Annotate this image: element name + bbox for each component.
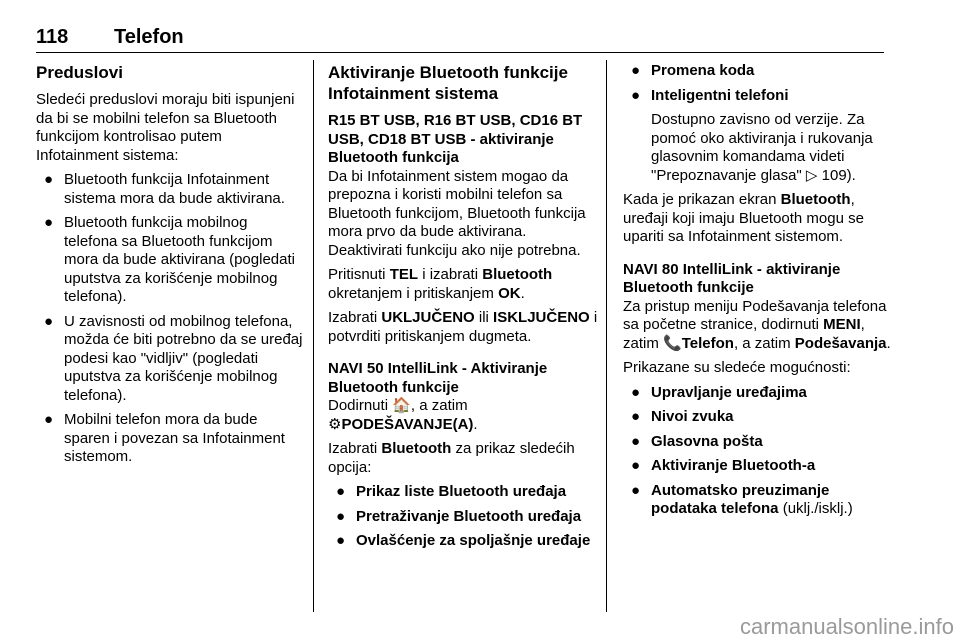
- paragraph: Prikazane su sledeće mogućnosti:: [623, 359, 851, 376]
- bullet-icon: ●: [631, 408, 641, 425]
- bullet-icon: ●: [631, 481, 641, 499]
- paragraph: Sledeći preduslovi moraju biti ispunjeni da bi se mobilni telefon sa Bluetooth funkcijom kontrolisao putem Infotainment sistema:: [36, 91, 295, 164]
- list-item: ● U zavisnosti od mobilnog telefona, možda će biti potrebno da se uređaj podesi kao "vidljiv" (pogledati uputstva za korišćenje mobilnog telefona).: [44, 312, 303, 404]
- bullet-icon: ●: [44, 411, 54, 428]
- list-item: ● Glasovna pošta: [631, 432, 763, 450]
- bullet-icon: ●: [631, 86, 641, 104]
- column-divider: [313, 60, 314, 612]
- list-item: ● Inteligentni telefoni: [631, 86, 789, 104]
- bullet-list: [328, 483, 600, 551]
- page-header: [36, 24, 884, 53]
- column-1: [36, 62, 304, 473]
- bullet-icon: ●: [631, 432, 641, 450]
- list-item: ● Prikaz liste Bluetooth uređaja: [336, 483, 567, 500]
- paragraph: Za pristup meniju Podešavanja telefona sa početne stranice, dodirnuti MENI, zatim 📞Telefon, a zatim Podešavanja.: [623, 297, 891, 352]
- bullet-icon: ●: [44, 171, 54, 188]
- bullet-icon: ●: [336, 483, 346, 500]
- bullet-list: [36, 171, 304, 467]
- list-item: ● Nivoi zvuka: [631, 408, 734, 425]
- bullet-icon: ●: [44, 312, 54, 330]
- list-item: ● Upravljanje uređajima: [631, 383, 807, 401]
- bullet-list: [623, 384, 891, 519]
- watermark: carmanualsonline.info: [739, 614, 954, 639]
- subsection-heading: R15 BT USB, R16 BT USB, CD16 BT USB, CD18 BT USB - aktiviranje Bluetooth funkcija: [328, 112, 583, 166]
- gear-icon: ⚙: [328, 415, 342, 433]
- bullet-icon: ●: [631, 457, 641, 474]
- bullet-icon: ●: [44, 214, 54, 231]
- paragraph: Izabrati UKLJUČENO ili ISKLJUČENO i potvrditi pritiskanjem dugmeta.: [328, 309, 598, 345]
- list-item: ● Automatsko preuzimanje podataka telefona (uklj./isklj.): [631, 481, 853, 517]
- paragraph: Pritisnuti TEL i izabrati Bluetooth okretanjem i pritiskanjem OK.: [328, 266, 553, 302]
- column-divider: [606, 60, 607, 612]
- subsection-heading: NAVI 50 IntelliLink - Aktiviranje Bluetooth funkcije: [328, 360, 548, 396]
- list-item: ● Mobilni telefon mora da bude sparen i povezan sa Infotainment sistemom.: [44, 411, 285, 465]
- paragraph: Kada je prikazan ekran Bluetooth, uređaji koji imaju Bluetooth mogu se upariti sa Infotainment sistemom.: [623, 191, 864, 245]
- list-item: ● Bluetooth funkcija Infotainment sistema mora da bude aktivirana.: [44, 171, 285, 207]
- reference-arrow-icon: ▷: [805, 166, 818, 184]
- list-item: ● Pretraživanje Bluetooth uređaja: [336, 507, 582, 525]
- column-2: [328, 62, 600, 557]
- section-heading: Preduslovi: [36, 63, 123, 82]
- paragraph: Da bi Infotainment sistem mogao da prepozna i koristi mobilni telefon sa Bluetooth funkcijom, Bluetooth funkcija mora prvo da bude aktivirana. Deaktivirati funkciju ako nije potrebna.: [328, 167, 586, 259]
- bullet-icon: ●: [336, 532, 346, 549]
- paragraph: Dodirnuti 🏠, a zatim ⚙PODEŠAVANJE(A).: [328, 397, 478, 433]
- subsection-heading: NAVI 80 IntelliLink - aktiviranje Bluetooth funkcije: [623, 260, 841, 296]
- bullet-list: [623, 62, 891, 105]
- list-item: ● Bluetooth funkcija mobilnog telefona sa Bluetooth funkcijom mora da bude aktivirana (pogledati uputstva za korišćenje mobilnog telefona).: [44, 214, 295, 305]
- bullet-icon: ●: [336, 507, 346, 525]
- phone-icon: 📞: [663, 334, 682, 352]
- chapter-title: Telefon: [114, 26, 184, 48]
- bullet-icon: ●: [631, 62, 641, 79]
- list-item: ● Aktiviranje Bluetooth-a: [631, 457, 816, 474]
- home-icon: 🏠: [392, 397, 411, 414]
- paragraph: Izabrati Bluetooth za prikaz sledećih opcija:: [328, 440, 575, 476]
- bullet-icon: ●: [631, 383, 641, 401]
- paragraph: Dostupno zavisno od verzije. Za pomoć oko aktiviranja i rukovanja glasovnim komandama videti "Prepoznavanje glasa" ▷ 109).: [651, 111, 873, 184]
- list-item: ● Ovlašćenje za spoljašnje uređaje: [336, 532, 591, 549]
- list-item: ● Promena koda: [631, 62, 755, 79]
- page-number: 118: [36, 26, 69, 48]
- section-heading: Aktiviranje Bluetooth funkcije Infotainment sistema: [328, 63, 568, 103]
- column-3: [623, 62, 891, 525]
